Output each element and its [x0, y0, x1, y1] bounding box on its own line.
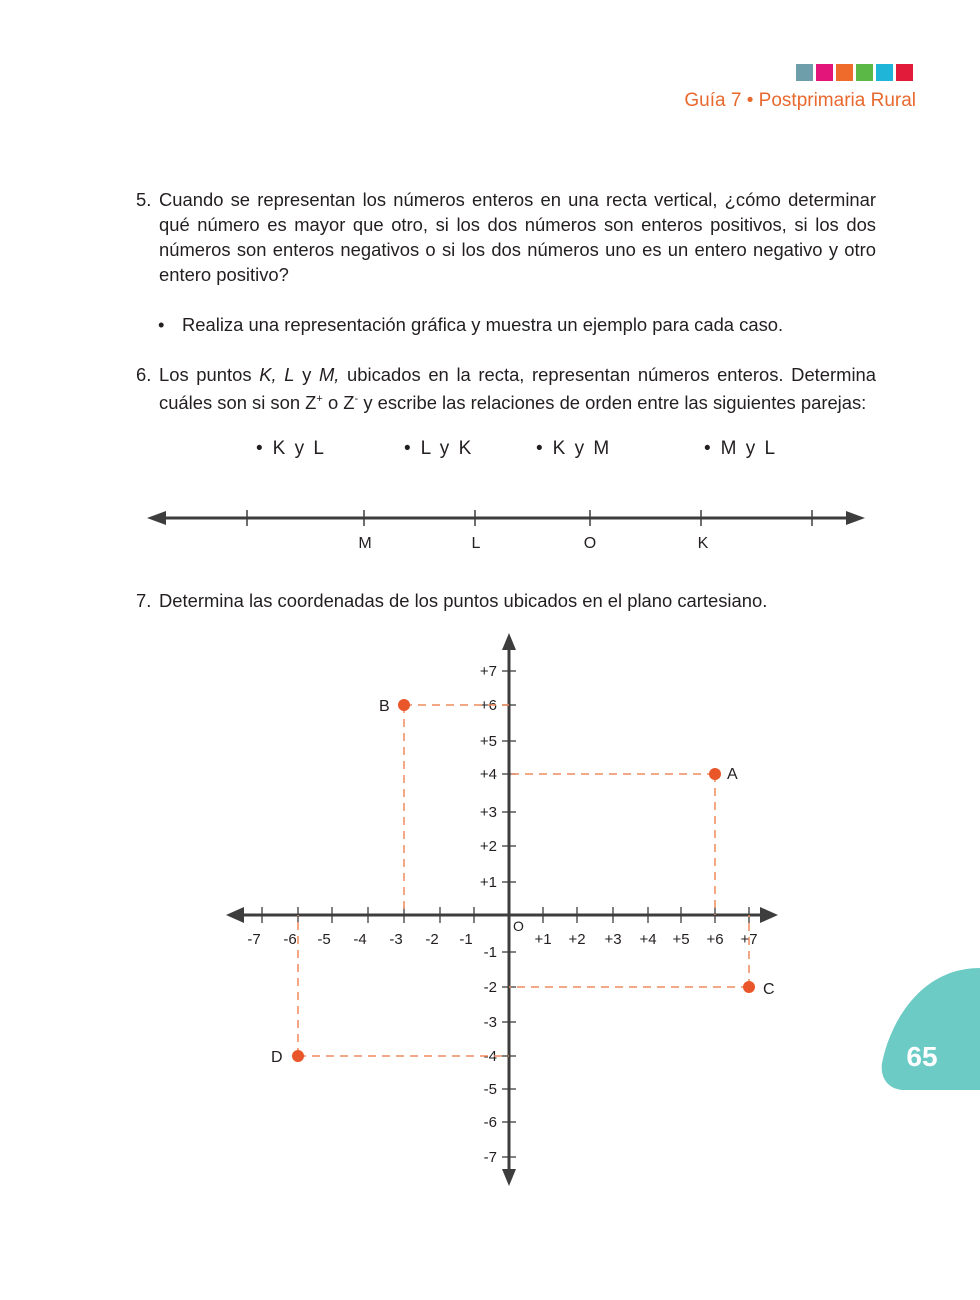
y-tick-label: +4 — [479, 766, 497, 783]
point-marker — [398, 699, 410, 711]
text-point-m: M, — [318, 364, 340, 385]
text-points: K, L — [259, 364, 295, 385]
x-tick-label: +4 — [639, 931, 657, 948]
y-tick-label: +5 — [479, 733, 497, 750]
y-axis-arrow-down-icon — [502, 1169, 516, 1186]
superscript-minus: - — [354, 393, 359, 405]
x-tick-label: -7 — [247, 931, 261, 948]
y-tick-label: -3 — [483, 1014, 497, 1031]
x-tick-label: +7 — [740, 931, 758, 948]
text-part: o Z — [322, 392, 355, 414]
point-marker — [292, 1050, 304, 1062]
x-tick-label: -5 — [317, 931, 331, 948]
y-tick-label: +6 — [479, 697, 497, 714]
bullet-icon: • — [536, 438, 543, 459]
y-tick-label: -6 — [483, 1114, 497, 1131]
bullet-icon: • — [158, 314, 165, 335]
y-tick-label: +3 — [479, 804, 497, 821]
question-text: Determina las coordenadas de los puntos ubicados en el plano cartesiano. — [159, 590, 768, 611]
superscript-plus: + — [316, 393, 323, 405]
y-tick-label: -4 — [483, 1048, 497, 1065]
y-tick-label: -2 — [483, 979, 497, 996]
y-tick-label: -7 — [483, 1149, 497, 1166]
text-part: Los puntos — [159, 364, 260, 385]
x-axis-arrow-left-icon — [226, 907, 244, 923]
bullet-text: Realiza una representación gráfica y muestra un ejemplo para cada caso. — [182, 314, 784, 335]
y-tick-label: +7 — [479, 663, 497, 680]
bullet-icon: • — [704, 438, 711, 459]
point-label-k: K — [697, 535, 709, 552]
page-number: 65 — [906, 1041, 938, 1072]
page-number-badge — [880, 968, 980, 1090]
point-label-o: O — [583, 535, 597, 552]
title-separator: • — [746, 90, 754, 111]
origin-label: O — [513, 918, 524, 934]
pair-label: M y L — [720, 438, 778, 459]
point-label: B — [379, 698, 390, 715]
y-tick-label: +1 — [479, 874, 497, 891]
text-part: y escribe las relaciones de orden entre las siguientes parejas: — [358, 392, 867, 414]
x-tick-label: -2 — [425, 931, 439, 948]
x-tick-label: -6 — [283, 931, 297, 948]
guide-label: Guía 7 — [684, 90, 742, 111]
bullet-icon: • — [256, 438, 263, 459]
y-axis-arrow-up-icon — [502, 633, 516, 650]
question-number: 6. — [136, 364, 152, 385]
point-label-m: M — [358, 535, 372, 552]
point-label: C — [763, 981, 775, 998]
x-axis-arrow-right-icon — [760, 907, 778, 923]
question-number: 7. — [136, 590, 152, 611]
bullet-icon: • — [404, 438, 411, 459]
text-part: y — [294, 364, 319, 385]
y-tick-label: +2 — [479, 838, 497, 855]
x-tick-label: +6 — [706, 931, 724, 948]
x-tick-label: -4 — [353, 931, 367, 948]
point-label-l: L — [471, 535, 481, 552]
point-label: A — [727, 766, 738, 783]
text-part: ubicados en la recta, representan números enteros. Determina cuáles son si son Z — [159, 364, 877, 414]
pair-label: L y K — [420, 438, 474, 459]
question-text: Cuando se representan los números enteros en una recta vertical, ¿cómo determinar qué número es mayor que otro, si los dos números son enteros positivos, si los dos números son enteros negativos o si los dos números uno es un entero negativo y otro entero positivo? — [159, 189, 876, 285]
y-tick-label: -5 — [483, 1081, 497, 1098]
x-tick-label: +5 — [672, 931, 690, 948]
x-tick-label: -3 — [389, 931, 403, 948]
x-tick-label: +1 — [534, 931, 552, 948]
program-label: Postprimaria Rural — [758, 90, 916, 111]
pair-label: K y M — [552, 438, 612, 459]
pair-label: K y L — [272, 438, 326, 459]
point-marker — [709, 768, 721, 780]
point-marker — [743, 981, 755, 993]
x-tick-label: -1 — [459, 931, 473, 948]
x-tick-label: +3 — [604, 931, 622, 948]
point-label: D — [271, 1049, 283, 1066]
x-tick-label: +2 — [568, 931, 586, 948]
y-tick-label: -1 — [483, 944, 497, 961]
question-number: 5. — [136, 189, 152, 210]
